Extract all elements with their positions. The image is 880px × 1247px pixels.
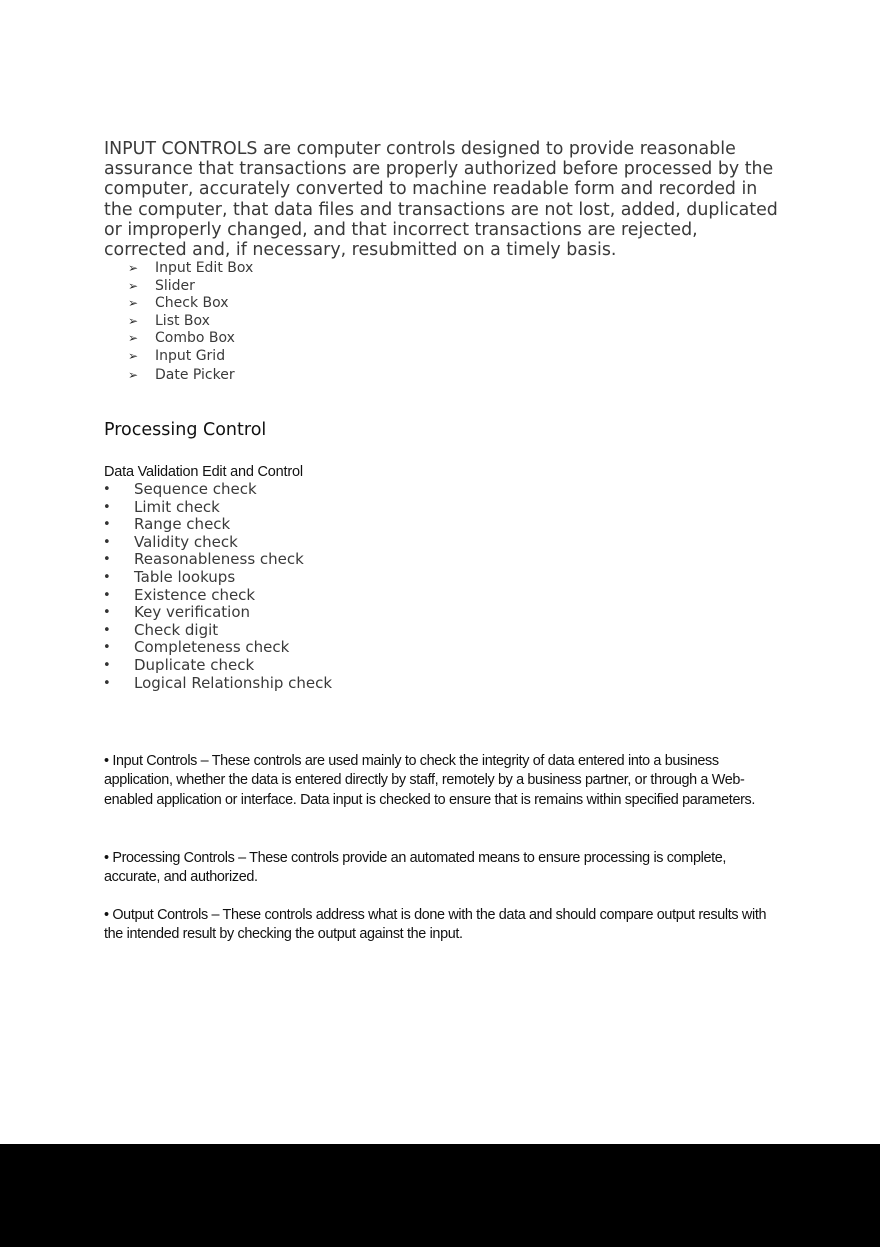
arrow-bullet-icon: ➢ [128, 348, 139, 363]
list-item-label: Combo Box [155, 330, 235, 347]
list-item-label: Duplicate check [134, 655, 255, 674]
bullet-dot-icon: • [103, 552, 111, 568]
list-item-label: Table lookups [134, 567, 236, 586]
arrow-bullet-icon: ➢ [128, 367, 139, 382]
list-item-label: Completeness check [134, 638, 290, 657]
section-title-processing-control: Processing Control [104, 420, 267, 440]
list-item-label: Validity check [134, 532, 238, 551]
bullet-dot-icon: • [103, 587, 111, 603]
list-item-label: Sequence check [134, 480, 257, 498]
list-item [103, 639, 332, 657]
list-item [103, 534, 332, 552]
list-item [103, 551, 332, 569]
list-item [103, 499, 332, 517]
list-item [103, 516, 332, 534]
bullet-dot-icon: • [103, 534, 111, 550]
validation-checks-list [103, 481, 332, 692]
intro-paragraph: INPUT CONTROLS are computer controls designed to provide reasonable assurance that transactions are properly authorized before processed by the computer, accurately converted to machine readable form and recorded in the computer, that data files and transactions are not lost, added, duplicated or improperly changed, and that incorrect transactions are rejected, corrected and, if necessary, resubmitted on a timely basis. [104, 139, 778, 261]
list-item [128, 313, 253, 331]
list-item [128, 278, 253, 296]
bullet-dot-icon: • [103, 499, 111, 515]
list-item-label: Reasonableness check [134, 550, 304, 569]
arrow-bullet-icon: ➢ [128, 296, 139, 311]
list-item [103, 622, 332, 640]
bullet-dot-icon: • [103, 622, 111, 638]
list-item [103, 569, 332, 587]
input-controls-list [128, 260, 253, 384]
list-item [128, 348, 253, 366]
subheading-data-validation: Data Validation Edit and Control [104, 464, 303, 480]
list-item [128, 260, 253, 278]
paragraph-output-controls: • Output Controls – These controls address what is done with the data and should compare output results with the intended result by checking the output against the input. [104, 907, 767, 943]
list-item-label: Existence check [134, 585, 256, 604]
list-item-label: Input Grid [155, 347, 226, 364]
bullet-dot-icon: • [103, 640, 111, 656]
list-item [128, 367, 253, 385]
list-item-label: Slider [155, 277, 195, 294]
list-item-label: Check Box [155, 295, 229, 312]
list-item [103, 587, 332, 605]
bullet-dot-icon: • [103, 517, 111, 533]
list-item [103, 657, 332, 675]
bullet-dot-icon: • [103, 482, 111, 497]
list-item [128, 295, 253, 313]
paragraph-input-controls: • Input Controls – These controls are used mainly to check the integrity of data entered into a business application, whether the data is entered directly by staff, remotely by a business partner, or through a Web-enabled application or interface. Data input is checked to ensure that is remains within specified parameters. [104, 753, 756, 808]
bullet-dot-icon: • [103, 569, 111, 585]
bullet-dot-icon: • [103, 675, 111, 691]
list-item-label: Range check [134, 515, 231, 534]
arrow-bullet-icon: ➢ [128, 261, 139, 275]
bullet-dot-icon: • [103, 657, 111, 673]
arrow-bullet-icon: ➢ [128, 331, 139, 346]
list-item-label: Check digit [134, 620, 219, 639]
list-item-label: Date Picker [155, 366, 235, 383]
list-item-label: List Box [155, 312, 210, 329]
arrow-bullet-icon: ➢ [128, 313, 139, 328]
bottom-black-band [0, 1144, 880, 1247]
arrow-bullet-icon: ➢ [128, 278, 139, 293]
list-item [128, 330, 253, 348]
list-item-label: Limit check [134, 497, 220, 516]
list-item [103, 675, 332, 693]
list-item-label: Input Edit Box [155, 260, 254, 276]
list-item-label: Key verification [134, 603, 251, 622]
list-item [103, 481, 332, 499]
paragraph-processing-controls: • Processing Controls – These controls provide an automated means to ensure processing is complete, accurate, and authorized. [104, 850, 727, 886]
list-item-label: Logical Relationship check [134, 673, 333, 692]
bullet-dot-icon: • [103, 605, 111, 621]
list-item [103, 604, 332, 622]
